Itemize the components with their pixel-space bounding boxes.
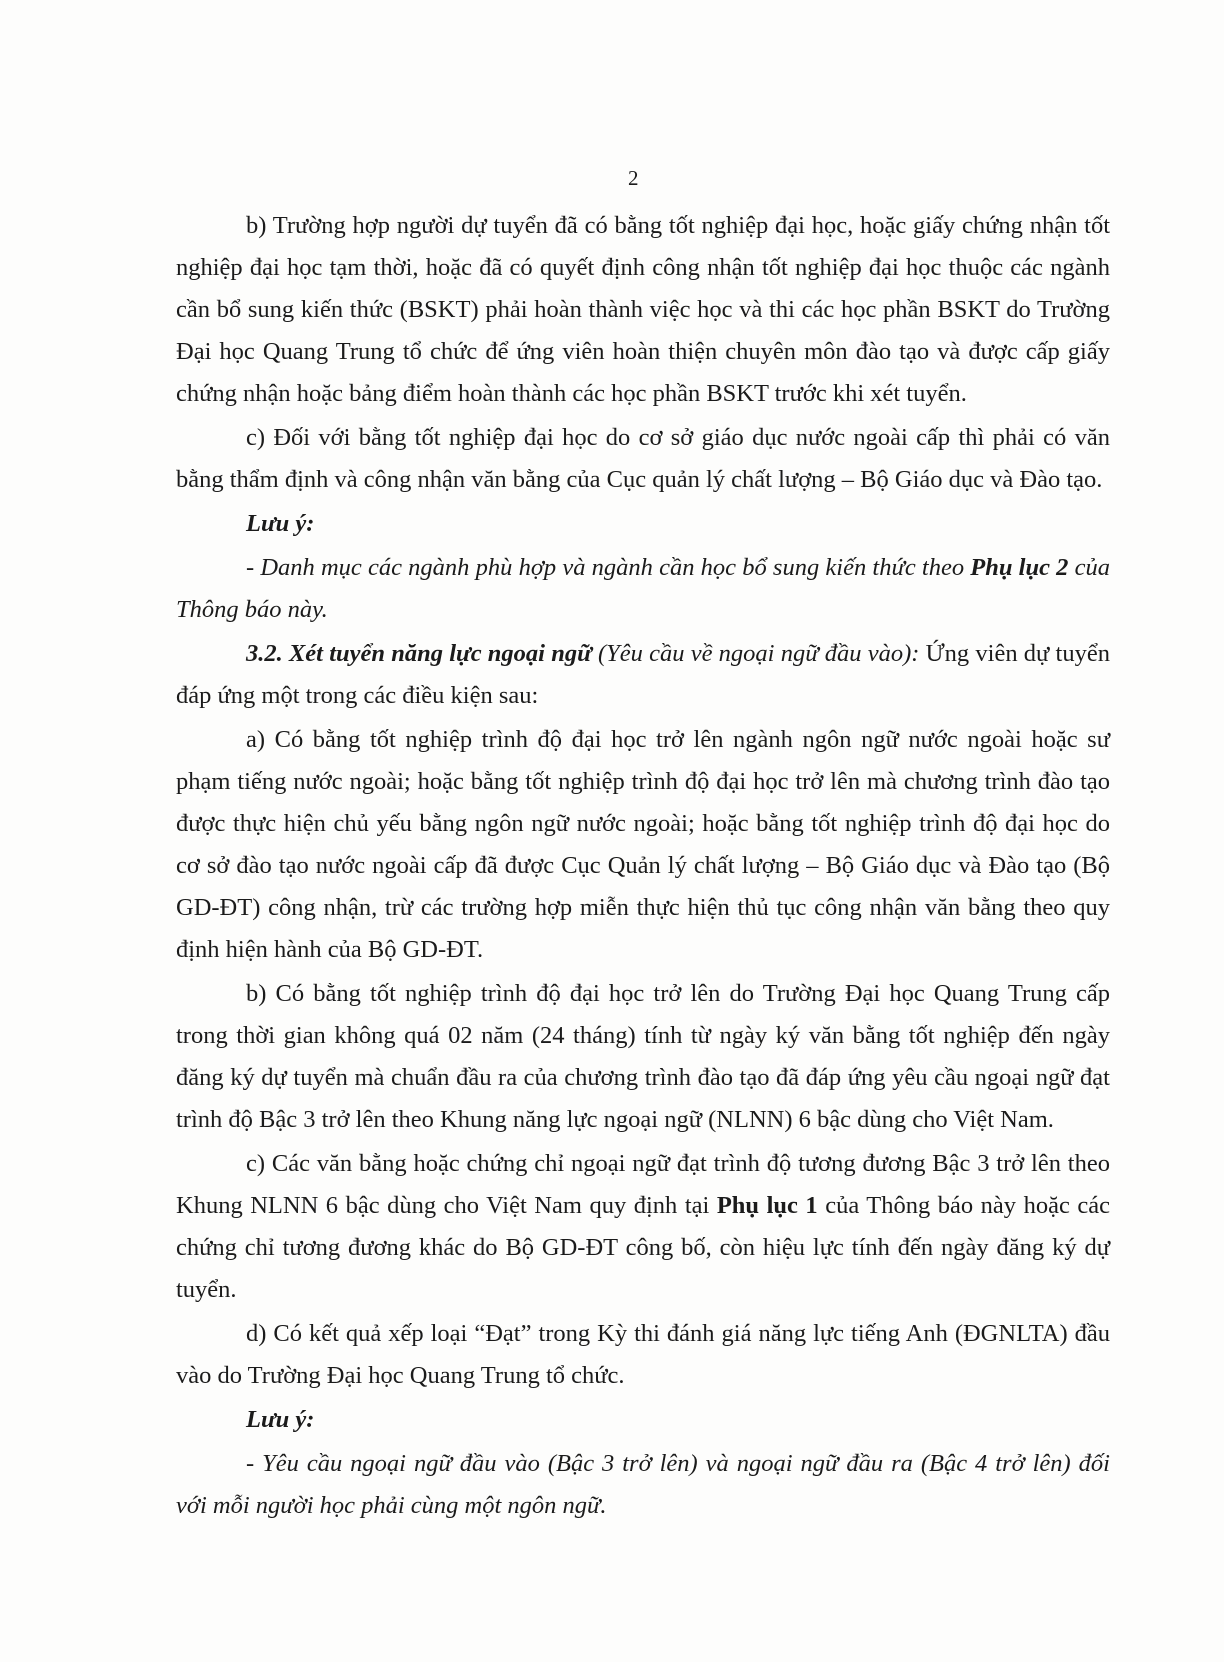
note-text-2: - Yêu cầu ngoại ngữ đầu vào (Bậc 3 trở lên) và ngoại ngữ đầu ra (Bậc 4 trở lên) đối với mỗi người học phải cùng một ngôn ngữ. (176, 1450, 1110, 1519)
paragraph-c-foreign-degree: c) Đối với bằng tốt nghiệp đại học do cơ sở giáo dục nước ngoài cấp thì phải có văn bằng thẩm định và công nhận văn bằng của Cục quản lý chất lượng – Bộ Giáo dục và Đào tạo. (176, 424, 1110, 493)
paragraph-b-bachelor-degree: b) Trường hợp người dự tuyển đã có bằng tốt nghiệp đại học, hoặc giấy chứng nhận tốt nghiệp đại học tạm thời, hoặc đã có quyết định công nhận tốt nghiệp đại học thuộc các ngành cần bổ sung kiến thức (BSKT) phải hoàn thành việc học và thi các học phần BSKT do Trường Đại học Quang Trung tổ chức để ứng viên hoàn thiện chuyên môn đào tạo và được cấp giấy chứng nhận hoặc bảng điểm hoàn thành các học phần BSKT trước khi xét tuyển. (176, 212, 1110, 407)
paragraph-c-certificates-pre: c) Các văn bằng hoặc chứng chỉ ngoại ngữ đạt trình độ tương đương Bậc 3 trở lên theo Khung NLNN 6 bậc dùng cho Việt Nam quy định tại (176, 1150, 1110, 1219)
section-3-2-text: Ứng viên dự tuyển đáp ứng một trong các điều kiện sau: (176, 640, 1110, 709)
note-text-1-appendix: Phụ lục 2 (970, 554, 1069, 581)
paragraph-c-certificates-appendix: Phụ lục 1 (716, 1192, 818, 1219)
paragraph-c-certificates (176, 1143, 1110, 1311)
note-text-1-pre: - Danh mục các ngành phù hợp và ngành cần học bổ sung kiến thức theo (246, 554, 971, 581)
page-number: 2 (628, 166, 639, 190)
section-3-2-title: 3.2. Xét tuyển năng lực ngoại ngữ (246, 640, 592, 667)
paragraph-a-language-degree: a) Có bằng tốt nghiệp trình độ đại học trở lên ngành ngôn ngữ nước ngoài hoặc sư phạm tiếng nước ngoài; hoặc bằng tốt nghiệp trình độ đại học trở lên mà chương trình đào tạo được thực hiện chủ yếu bằng ngôn ngữ nước ngoài; hoặc bằng tốt nghiệp trình độ đại học do cơ sở đào tạo nước ngoài cấp đã được Cục Quản lý chất lượng – Bộ Giáo dục và Đào tạo (Bộ GD-ĐT) công nhận, trừ các trường hợp miễn thực hiện thủ tục công nhận văn bằng theo quy định hiện hành của Bộ GD-ĐT. (176, 726, 1110, 963)
document-body (176, 205, 1110, 1537)
section-3-2-subtitle: (Yêu cầu về ngoại ngữ đầu vào): (591, 640, 920, 667)
note-text-1-post: của Thông báo này. (176, 554, 1111, 623)
paragraph-d-english-exam: d) Có kết quả xếp loại “Đạt” trong Kỳ thi đánh giá năng lực tiếng Anh (ĐGNLTA) đầu vào do Trường Đại học Quang Trung tổ chức. (176, 1320, 1110, 1389)
note-heading-2: Lưu ý: (246, 1406, 315, 1433)
section-3-2 (176, 633, 1110, 717)
paragraph-b-quang-trung-degree: b) Có bằng tốt nghiệp trình độ đại học trở lên do Trường Đại học Quang Trung cấp trong thời gian không quá 02 năm (24 tháng) tính từ ngày ký văn bằng tốt nghiệp đến ngày đăng ký dự tuyển mà chuẩn đầu ra của chương trình đào tạo đã đáp ứng yêu cầu ngoại ngữ đạt trình độ Bậc 3 trở lên theo Khung năng lực ngoại ngữ (NLNN) 6 bậc dùng cho Việt Nam. (176, 980, 1110, 1133)
paragraph-c-certificates-post: của Thông báo này hoặc các chứng chỉ tương đương khác do Bộ GD-ĐT công bố, còn hiệu lực tính đến ngày đăng ký dự tuyển. (176, 1192, 1110, 1303)
note-heading-1: Lưu ý: (246, 510, 315, 537)
note-text-1 (176, 547, 1110, 631)
